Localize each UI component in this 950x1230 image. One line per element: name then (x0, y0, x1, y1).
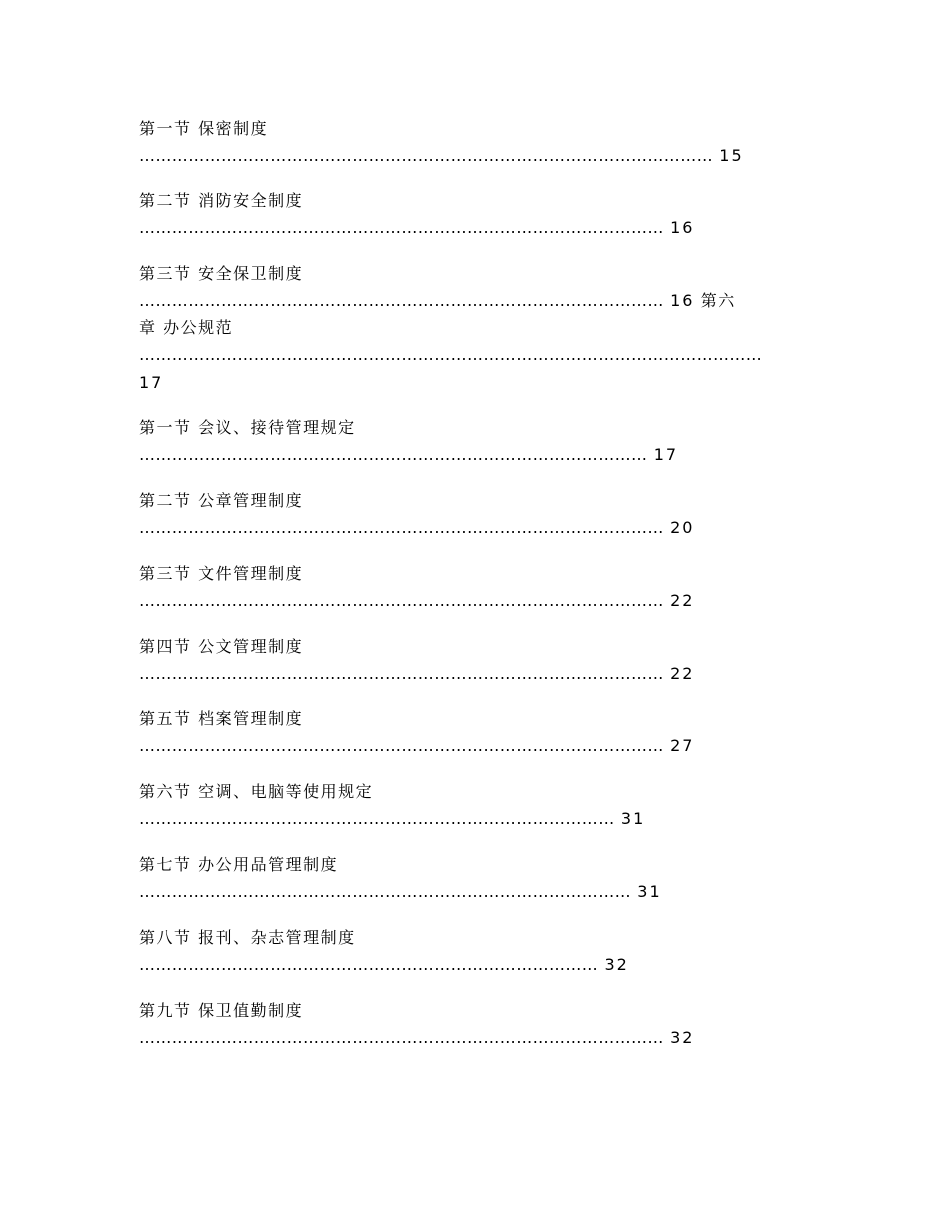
toc-page-number: 22 (670, 591, 695, 610)
toc-entry-title: 第一节 保密制度 (139, 119, 269, 138)
toc-page-number: 15 (719, 146, 744, 165)
toc-entry-title: 第三节 文件管理制度 (139, 564, 304, 583)
toc-entry-leader-line (139, 663, 694, 685)
toc-entry-title: 第二节 公章管理制度 (139, 491, 304, 510)
toc-page-number: 22 (670, 664, 695, 683)
toc-dot-leader: …………………………………………………………………………………………………… (139, 345, 763, 364)
toc-dot-leader: ……………………………………………………………………………… (139, 882, 631, 901)
toc-entry-leader-line (139, 1027, 694, 1049)
toc-dot-leader: ………………………………………………………………………… (139, 955, 599, 974)
toc-entry-title: 第二节 消防安全制度 (139, 191, 304, 210)
toc-entry-title: 第六节 空调、电脑等使用规定 (139, 782, 374, 801)
toc-dot-leader: …………………………………………………………………………………… (139, 664, 664, 683)
toc-entry-title: 第九节 保卫值勤制度 (139, 1001, 304, 1020)
toc-dot-leader: …………………………………………………………………………………… (139, 518, 664, 537)
toc-page-number: 27 (670, 736, 695, 755)
toc-entry-leader-line (139, 145, 744, 167)
toc-entry-title: 第八节 报刊、杂志管理制度 (139, 928, 356, 947)
toc-page-number: 31 (620, 809, 646, 828)
toc-entry-leader-line (139, 954, 629, 976)
toc-entry-leader-line (139, 344, 762, 366)
toc-page-number: 16 (670, 291, 695, 310)
toc-page-number: 16 (670, 218, 695, 237)
toc-entry-title: 第一节 会议、接待管理规定 (139, 418, 356, 437)
toc-entry-leader-line (139, 517, 694, 539)
toc-page-number: 17 (653, 445, 679, 464)
toc-page-number: 32 (604, 955, 629, 974)
toc-page-number: 31 (637, 882, 662, 901)
toc-entry-title: 第三节 安全保卫制度 (139, 264, 304, 283)
toc-entry-title: 第七节 办公用品管理制度 (139, 855, 339, 874)
toc-chapter-heading-part: 第六 (700, 291, 736, 310)
toc-chapter-title: 章 办公规范 (139, 318, 234, 337)
toc-entry-title: 第四节 公文管理制度 (139, 637, 304, 656)
toc-entry-leader-line (139, 590, 694, 612)
toc-dot-leader: …………………………………………………………………………………… (139, 736, 664, 755)
toc-entry-leader-line (139, 735, 694, 757)
toc-entry-title: 第五节 档案管理制度 (139, 709, 304, 728)
toc-dot-leader: …………………………………………………………………………………………… (139, 146, 713, 165)
toc-entry-leader-line (139, 444, 678, 466)
toc-page-number: 17 (139, 373, 164, 392)
toc-entry-leader-line (139, 881, 662, 903)
toc-entry-leader-line (139, 290, 736, 312)
toc-page-number: 20 (670, 518, 695, 537)
toc-dot-leader: …………………………………………………………………………… (139, 809, 615, 828)
toc-entry-leader-line (139, 808, 645, 830)
toc-dot-leader: …………………………………………………………………………………… (139, 291, 664, 310)
toc-dot-leader: …………………………………………………………………………………… (139, 218, 664, 237)
toc-dot-leader: …………………………………………………………………………………… (139, 591, 664, 610)
toc-page-number: 32 (670, 1028, 695, 1047)
toc-dot-leader: …………………………………………………………………………………… (139, 1028, 664, 1047)
toc-dot-leader: ………………………………………………………………………………… (139, 445, 648, 464)
toc-entry-leader-line (139, 217, 694, 239)
